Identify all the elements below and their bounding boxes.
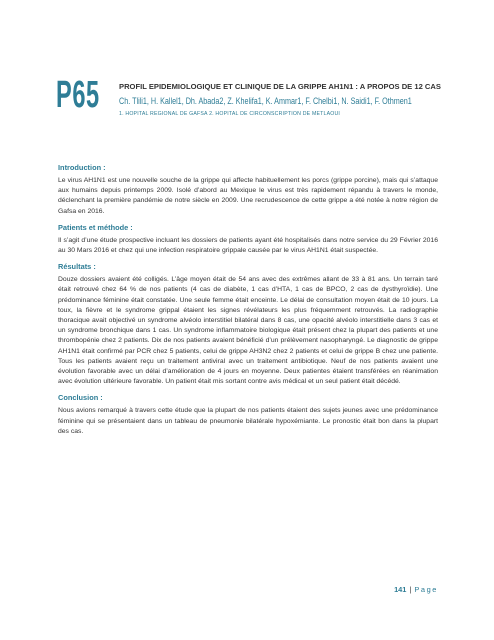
section-resultats <box>58 262 438 387</box>
page-label: Page <box>414 585 438 594</box>
abstract-title: PROFIL EPIDEMIOLOGIQUE ET CLINIQUE DE LA GRIPPE AH1N1 : A PROPOS DE 12 CAS <box>119 82 441 91</box>
header-text <box>119 82 459 118</box>
section-patients-methode <box>58 223 438 256</box>
section-conclusion <box>58 393 438 437</box>
section-heading: Introduction : <box>58 163 106 172</box>
section-heading: Patients et méthode : <box>58 222 133 232</box>
footer-separator: | <box>409 585 412 594</box>
section-text: Il s’agit d’une étude prospective incluant les dossiers de patients ayant été hospitalisés dans notre service du 29 Février 2016 au 30 Mars 2016 et chez qui une infection respiratoire grippale causée par le virus AH1N1 était suspectée. <box>58 236 438 255</box>
page-footer <box>394 585 438 594</box>
abstract-header <box>56 76 456 132</box>
section-text: Nous avions remarqué à travers cette étude que la plupart de nos patients étaient des sujets jeunes avec une prédominance féminine qui se présentaient dans un tableau de pneumonie bilatérale hypoxémiante. Le pronostic était bon dans la plupart des cas. <box>58 407 438 435</box>
poster-id: P65 <box>56 74 100 116</box>
section-heading: Conclusion : <box>58 393 103 403</box>
section-heading: Résultats : <box>58 262 96 272</box>
author-list: Ch. Tlili1, H. Kallel1, Dh. Abada2, Z. Khelifa1, K. Ammar1, F. Chelbi1, N. Saidi1, F. Othmen1 <box>119 96 412 106</box>
section-text: Le virus AH1N1 est une nouvelle souche de la grippe qui affecte habituellement les porcs (grippe porcine), mais qui s’attaque aux humains depuis printemps 2009. Isolé d’abord au Mexique le virus est très rapidement répandu à travers le monde, déclenchant la première pandémie de notre siècle en 2009. Une recrudescence de cette grippe a été notée à notre région de Gafsa en 2016. <box>58 177 438 215</box>
page-number: 141 <box>394 585 407 594</box>
affiliations: 1. HOPITAL REGIONAL DE GAFSA 2. HOPITAL DE CIRCONSCRIPTION DE METLAOUI <box>119 111 341 117</box>
section-text: Douze dossiers avaient été colligés. L’âge moyen était de 54 ans avec des extrêmes allant de 33 à 81 ans. Un terrain taré était retrouvé chez 64 % de nos patients (4 cas de diabète, 1 cas d’HTA, 1 cas de BPCO, 2 cas de dysthyroïdie). Une prédominance féminine était constatée. Une seule femme était enceinte. Le délai de consultation moyen était de 10 jours. La toux, la fièvre et le syndrome grippal étaient les signes révélateurs les plus fréquemment retrouvés. La radiographie thoracique avait objectivé un syndrome alvéolo interstitiel bilatéral dans 8 cas, une opacité alvéolo interstitielle dans 3 cas et un syndrome bronchique dans 1 cas. Un syndrome inflammatoire biologique était présent chez la plupart des patients et une thrombopénie chez 2 patients. Dix de nos patients avaient bénéficié d’un prélèvement nasopharyngé. Le diagnostic de grippe AH1N1 était confirmé par PCR chez 5 patients, celui de grippe AH3N2 chez 2 patients et celui de grippe B chez une patiente. Tous les patients avaient reçu un traitement antiviral avec un traitement antibiotique. Neuf de nos patients avaient une évolution favorable avec un délai d’amélioration de 4 jours en moyenne. Deux patientes étaient transférées en réanimation avec évolution ultérieure favorable. Un patient était mis sortant contre avis médical et un seul patient était décédé. <box>58 276 438 386</box>
abstract-body <box>58 163 438 443</box>
section-introduction <box>58 163 438 217</box>
